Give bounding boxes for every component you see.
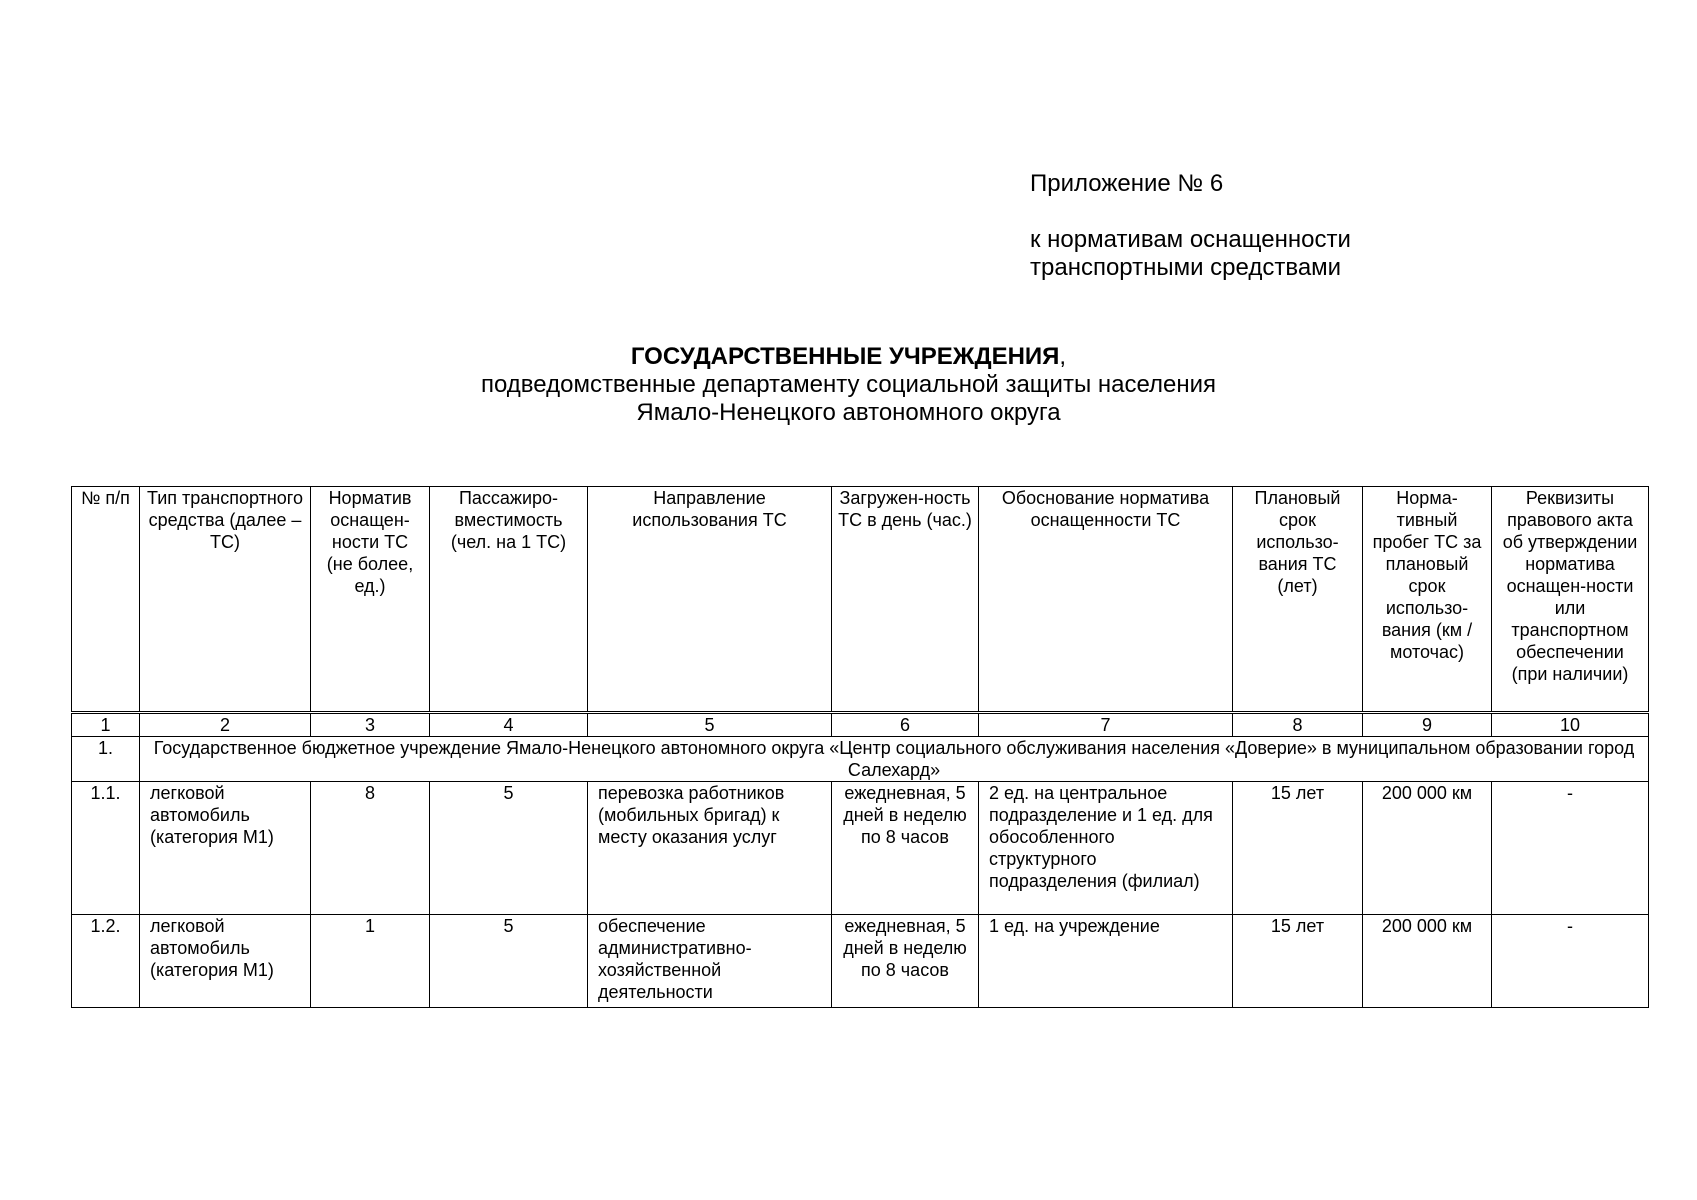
mileage: 200 000 км	[1363, 782, 1492, 915]
capacity-value: 5	[430, 782, 588, 915]
header-cell: Пассажиро-вместимость (чел. на 1 ТС)	[430, 487, 588, 713]
appendix-number: Приложение № 6	[1030, 170, 1224, 197]
column-number: 2	[140, 713, 311, 737]
section-name: Государственное бюджетное учреждение Ямало-Ненецкого автономного округа «Центр социального обслуживания населения «Доверие» в муниципальном образовании город Салехард»	[140, 737, 1649, 782]
column-number: 8	[1233, 713, 1363, 737]
header-cell: Норма-тивный пробег ТС за плановый срок использо-вания (км / моточас)	[1363, 487, 1492, 713]
load: ежедневная, 5 дней в неделю по 8 часов	[832, 915, 979, 1008]
norms-table	[71, 486, 1649, 1008]
appendix-caption	[1030, 170, 1351, 282]
row-number: 1.1.	[72, 782, 140, 915]
appendix-subtitle-line-2: транспортными средствами	[1030, 254, 1342, 281]
column-number: 6	[832, 713, 979, 737]
table-row	[72, 782, 1649, 915]
header-cell: Норматив оснащен-ности ТС (не более, ед.)	[311, 487, 430, 713]
title-line-3: Ямало-Ненецкого автономного округа	[636, 399, 1061, 426]
column-number: 5	[588, 713, 832, 737]
justification: 1 ед. на учреждение	[979, 915, 1233, 1008]
table-row	[72, 915, 1649, 1008]
legal-act: -	[1492, 782, 1649, 915]
row-number: 1.2.	[72, 915, 140, 1008]
header-cell: Реквизиты правового акта об утверждении норматива оснащен-ности или транспортном обеспечении (при наличии)	[1492, 487, 1649, 713]
norm-value: 1	[311, 915, 430, 1008]
vehicle-type: легковой автомобиль (категория М1)	[140, 915, 311, 1008]
purpose: перевозка работников (мобильных бригад) к месту оказания услуг	[588, 782, 832, 915]
column-number: 4	[430, 713, 588, 737]
table-header-row	[72, 487, 1649, 713]
document-title	[0, 343, 1697, 427]
load: ежедневная, 5 дней в неделю по 8 часов	[832, 782, 979, 915]
column-numbers-row	[72, 713, 1649, 737]
justification: 2 ед. на центральное подразделение и 1 ед. для обособленного структурного подразделения (филиал)	[979, 782, 1233, 915]
column-number: 1	[72, 713, 140, 737]
capacity-value: 5	[430, 915, 588, 1008]
purpose: обеспечение административно-хозяйственной деятельности	[588, 915, 832, 1008]
title-heading	[0, 343, 1697, 371]
column-number: 3	[311, 713, 430, 737]
column-number: 7	[979, 713, 1233, 737]
header-cell: Загружен-ность ТС в день (час.)	[832, 487, 979, 713]
column-number: 10	[1492, 713, 1649, 737]
term: 15 лет	[1233, 782, 1363, 915]
section-number: 1.	[72, 737, 140, 782]
column-number: 9	[1363, 713, 1492, 737]
title-bold-suffix: ,	[1059, 343, 1067, 370]
header-cell: Тип транспортного средства (далее – ТС)	[140, 487, 311, 713]
legal-act: -	[1492, 915, 1649, 1008]
header-cell: Обоснование норматива оснащенности ТС	[979, 487, 1233, 713]
norm-value: 8	[311, 782, 430, 915]
term: 15 лет	[1233, 915, 1363, 1008]
section-row	[72, 737, 1649, 782]
title-bold: ГОСУДАРСТВЕННЫЕ УЧРЕЖДЕНИЯ	[630, 343, 1060, 370]
mileage: 200 000 км	[1363, 915, 1492, 1008]
appendix-subtitle-line-1: к нормативам оснащенности	[1030, 226, 1351, 253]
header-cell: Направление использования ТС	[588, 487, 832, 713]
vehicle-type: легковой автомобиль (категория М1)	[140, 782, 311, 915]
header-cell: № п/п	[72, 487, 140, 713]
header-cell: Плановый срок использо-вания ТС (лет)	[1233, 487, 1363, 713]
title-line-2: подведомственные департаменту социальной защиты населения	[480, 371, 1217, 398]
